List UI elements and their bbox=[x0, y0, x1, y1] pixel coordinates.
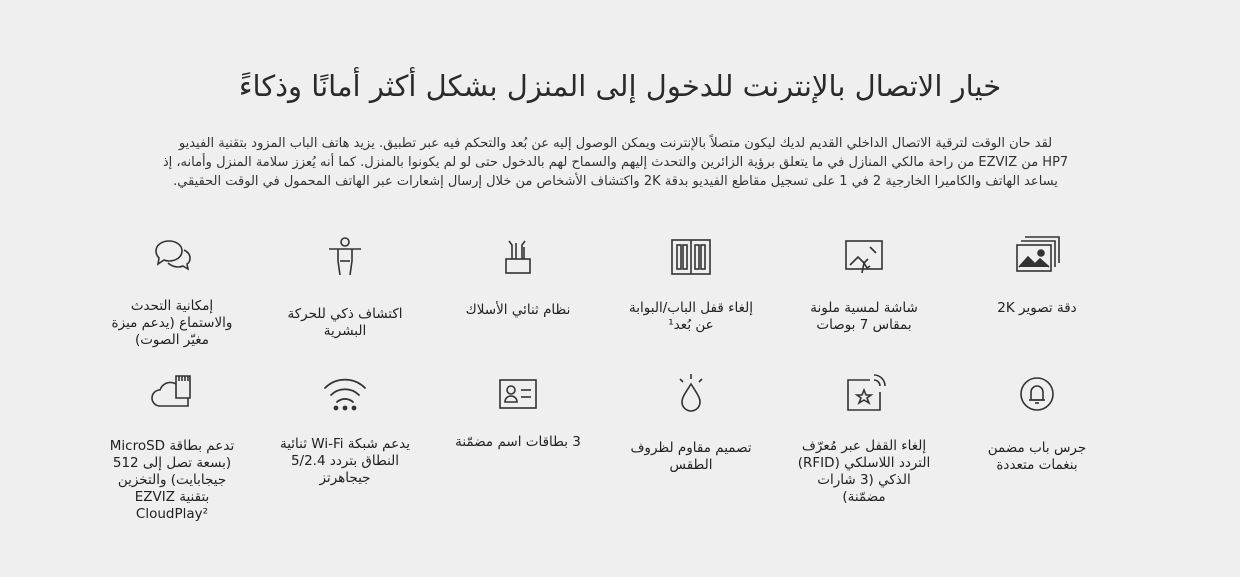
feature-label: إلغاء قفل الباب/البوابة عن بُعد¹ bbox=[629, 300, 753, 333]
feature-label: إمكانية التحدث والاستماع (يدعم ميزة مغيّر الصوت) bbox=[111, 298, 233, 348]
feature-label: اكتشاف ذكي للحركة البشرية bbox=[287, 306, 403, 339]
feature-label: دقة تصوير 2K bbox=[997, 300, 1077, 316]
description-line: لقد حان الوقت لترقية الاتصال الداخلي القديم لديك ليكون متصلاً بالإنترنت ويمكن الوصول إليه عن بُعد والتحكم فيه عبر تطبيق. يزيد هاتف الباب المزود بتقنية الفيديو bbox=[178, 136, 1053, 151]
feature-label: تدعم بطاقة MicroSD (بسعة تصل إلى 512 جيجابايت) والتخزين بتقنية EZVIZ CloudPlay² bbox=[109, 438, 235, 522]
feature-label: يدعم شبكة Wi-Fi ثنائية النطاق بتردد 5/2.4 جيجاهرتز bbox=[279, 436, 411, 486]
wires-icon bbox=[494, 233, 542, 281]
microsd-cloud-icon bbox=[148, 370, 196, 418]
feature-label: تصميم مقاوم لظروف الطقس bbox=[630, 440, 752, 473]
image-icon bbox=[1013, 233, 1061, 281]
description-line: يساعد الهاتف والكاميرا الخارجية 2 في 1 على تسجيل مقاطع الفيديو بدقة 2K واكتشاف الأشخاص من خلال إرسال إشعارات عبر الهاتف المحمول في الوقت الحقيقي. bbox=[173, 174, 1058, 189]
feature-label: شاشة لمسية ملونة بمقاس 7 بوصات bbox=[810, 300, 918, 333]
bell-icon bbox=[1013, 370, 1061, 418]
weatherproof-icon bbox=[667, 370, 715, 418]
wifi-icon bbox=[321, 370, 369, 418]
feature-label: نظام ثنائي الأسلاك bbox=[465, 302, 571, 318]
feature-label: جرس باب مضمن بنغمات متعددة bbox=[987, 440, 1087, 473]
feature-label: 3 بطاقات اسم مضمّنة bbox=[455, 434, 581, 450]
name-card-icon bbox=[494, 370, 542, 418]
door-lock-icon bbox=[667, 233, 715, 281]
touchscreen-icon bbox=[840, 233, 888, 281]
section-title: خيار الاتصال بالإنترنت للدخول إلى المنزل بشكل أكثر أمانًا وذكاءً bbox=[238, 69, 1002, 103]
human-detection-icon bbox=[321, 233, 369, 281]
chat-icon bbox=[148, 233, 196, 281]
description-line: HP7 من EZVIZ من راحة مالكي المنازل في ما يتعلق برؤية الزائرين والتحدث إليهم والسماح لهم بالدخول حتى لو لم يكونوا بالمنزل. كما أنه يُعزز سلامة المنزل وأمانه، إذ bbox=[162, 155, 1069, 170]
feature-label: إلغاء القفل عبر مُعرّف التردد اللاسلكي (RFID) الذكي (3 شارات مضمّنة) bbox=[797, 438, 931, 505]
rfid-card-icon bbox=[840, 370, 888, 418]
